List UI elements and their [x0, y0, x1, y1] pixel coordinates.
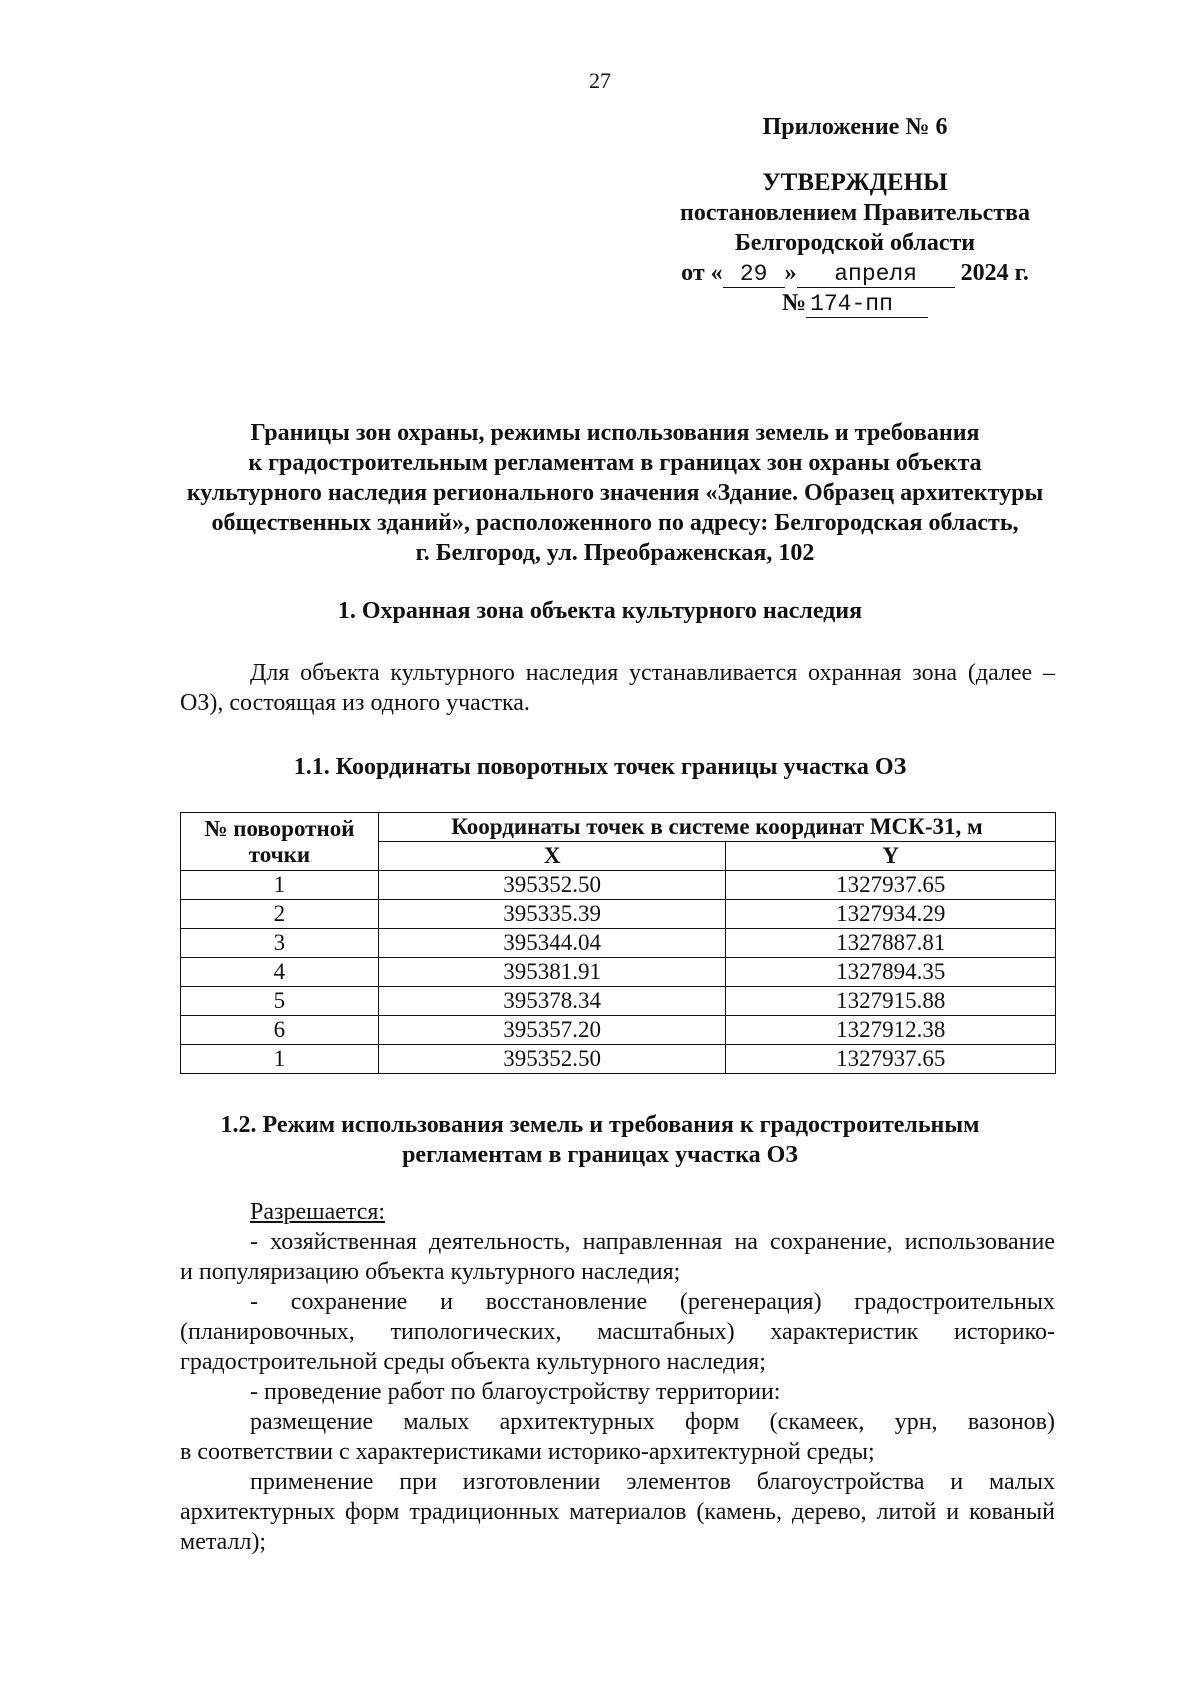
point-number: 2	[181, 900, 379, 929]
table-row	[181, 900, 1056, 929]
coord-y: 1327894.35	[726, 958, 1056, 987]
table-row	[181, 987, 1056, 1016]
coord-x: 395352.50	[378, 1045, 726, 1074]
point-number: 3	[181, 929, 379, 958]
date-year: 2024 г.	[960, 260, 1029, 286]
approval-date	[645, 258, 1065, 288]
coord-x: 395344.04	[378, 929, 726, 958]
table-row	[181, 1045, 1056, 1074]
list-item-line: (планировочных, типологических, масштабных) характеристик историко-	[180, 1319, 1055, 1345]
header-y: Y	[726, 842, 1056, 871]
list-item-line: в соответствии с характеристиками историко-архитектурной среды;	[180, 1439, 875, 1465]
coord-y: 1327887.81	[726, 929, 1056, 958]
list-item-line: - хозяйственная деятельность, направленная на сохранение, использование	[250, 1229, 1055, 1255]
number-prefix: №	[781, 290, 807, 316]
approved-by-line1: постановлением Правительства	[679, 200, 1030, 226]
list-item-line: архитектурных форм традиционных материалов (камень, дерево, литой и кованый	[180, 1499, 1055, 1525]
header-x: X	[378, 842, 726, 871]
list-item-line: применение при изготовлении элементов благоустройства и малых	[250, 1469, 1055, 1495]
coord-y: 1327937.65	[726, 1045, 1056, 1074]
coord-x: 395381.91	[378, 958, 726, 987]
point-number: 1	[181, 871, 379, 900]
list-item-line: размещение малых архитектурных форм (скамеек, урн, вазонов)	[250, 1409, 1055, 1435]
point-number: 6	[181, 1016, 379, 1045]
title-line: к градостроительным регламентам в границах зон охраны объекта	[248, 450, 982, 476]
date-prefix: от «	[681, 260, 723, 286]
allowed-label: Разрешается:	[250, 1199, 386, 1225]
point-number: 4	[181, 958, 379, 987]
header-coordinates: Координаты точек в системе координат МСК-31, м	[378, 813, 1055, 842]
approval-block	[645, 112, 1065, 318]
point-number: 5	[181, 987, 379, 1016]
document-number: 174-пп	[806, 291, 928, 318]
document-title	[175, 418, 1055, 568]
list-item-line: металл);	[180, 1529, 267, 1555]
intro-line: ОЗ), состоящая из одного участка.	[180, 690, 530, 716]
list-item-line: - проведение работ по благоустройству территории:	[250, 1379, 781, 1405]
date-month: апреля	[797, 261, 955, 288]
date-mid: »	[784, 260, 797, 286]
title-line: г. Белгород, ул. Преображенская, 102	[415, 540, 815, 566]
list-item-line: градостроительной среды объекта культурного наследия;	[180, 1349, 766, 1375]
coord-x: 395352.50	[378, 871, 726, 900]
title-line: культурного наследия регионального значения «Здание. Образец архитектуры	[186, 480, 1044, 506]
table-row	[181, 1016, 1056, 1045]
list-item-line: и популяризацию объекта культурного наследия;	[180, 1259, 681, 1285]
approval-number	[645, 288, 1065, 318]
heading-line: 1.2. Режим использования земель и требования к градостроительным	[220, 1112, 980, 1138]
approved-label: УТВЕРЖДЕНЫ	[762, 169, 948, 196]
point-number: 1	[181, 1045, 379, 1074]
annex-label: Приложение № 6	[762, 114, 948, 140]
coord-y: 1327912.38	[726, 1016, 1056, 1045]
coord-x: 395378.34	[378, 987, 726, 1016]
table-row	[181, 871, 1056, 900]
header-point-number: № поворотной точки	[181, 813, 379, 871]
list-item-line: - сохранение и восстановление (регенерация) градостроительных	[250, 1289, 1055, 1315]
section-1-2-body	[180, 1197, 1055, 1557]
title-line: общественных зданий», расположенного по адресу: Белгородская область,	[211, 510, 1019, 536]
coord-x: 395357.20	[378, 1016, 726, 1045]
coord-y: 1327937.65	[726, 871, 1056, 900]
section-1-heading: 1. Охранная зона объекта культурного наследия	[337, 598, 863, 624]
section-1-1-heading: 1.1. Координаты поворотных точек границы участка ОЗ	[293, 754, 907, 780]
section-1-2-heading	[0, 1110, 1200, 1170]
approved-by-line2: Белгородской области	[734, 230, 976, 256]
title-line: Границы зон охраны, режимы использования земель и требования	[250, 420, 980, 446]
coord-y: 1327915.88	[726, 987, 1056, 1016]
table-row	[181, 958, 1056, 987]
date-day: 29	[723, 261, 785, 288]
coord-x: 395335.39	[378, 900, 726, 929]
section-1-intro	[180, 658, 1055, 718]
table-row	[181, 929, 1056, 958]
coord-y: 1327934.29	[726, 900, 1056, 929]
page-number: 27	[589, 68, 611, 93]
coordinates-table	[180, 812, 1056, 1074]
intro-line: Для объекта культурного наследия устанавливается охранная зона (далее –	[250, 660, 1055, 686]
heading-line: регламентам в границах участка ОЗ	[402, 1142, 798, 1168]
